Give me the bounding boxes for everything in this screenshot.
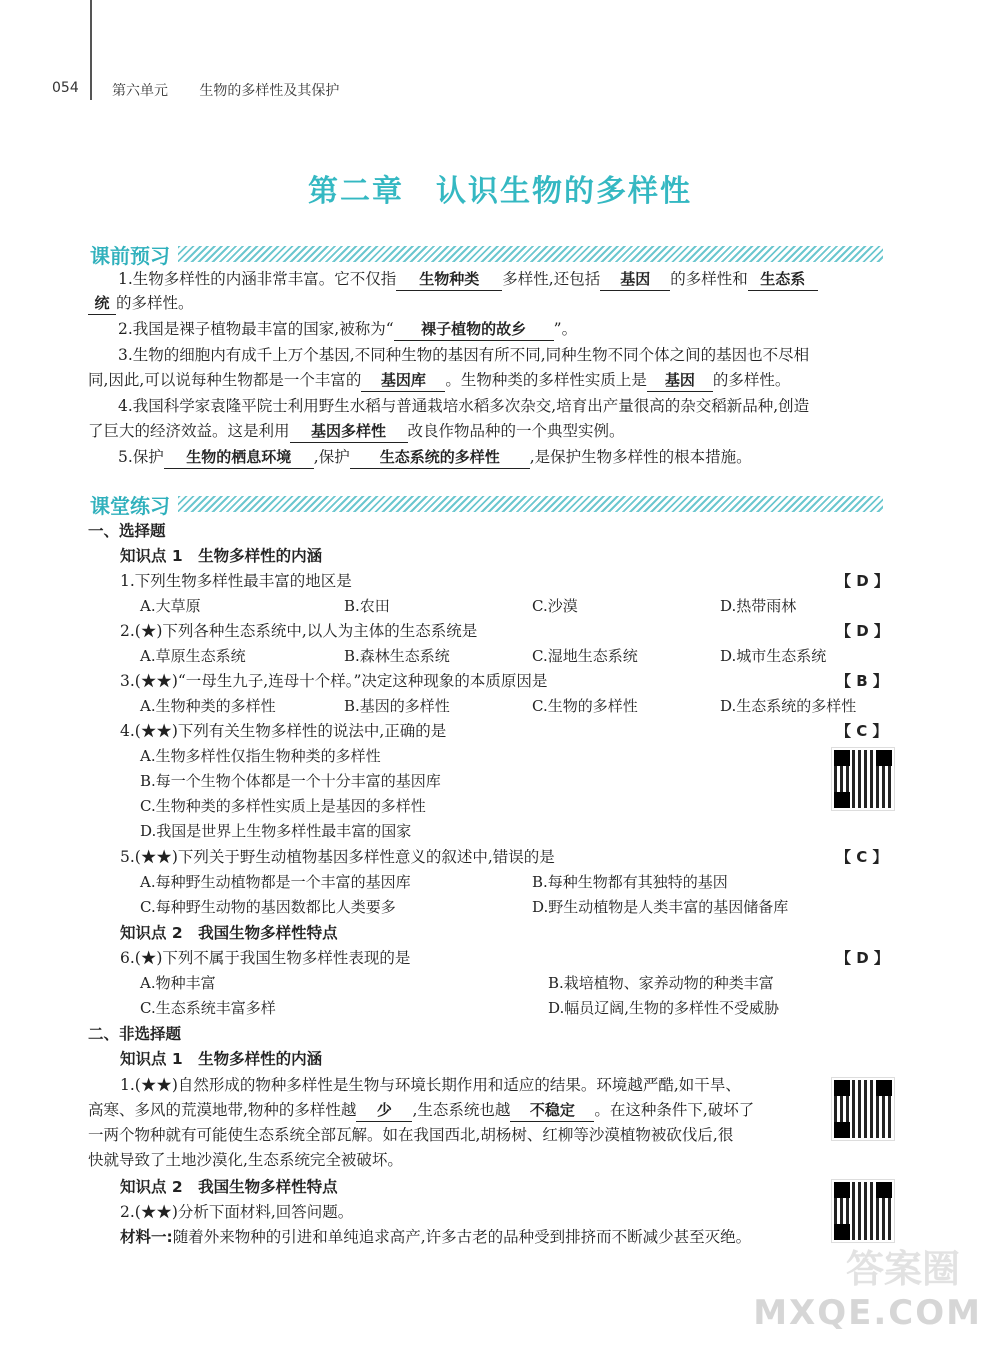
- preview-q5: 5.保护 生物的栖息环境 ,保护 生态系统的多样性 ,是保护生物多样性的根本措施。: [118, 446, 752, 469]
- header-rule: [90, 0, 92, 100]
- preview-q4-line1: 4.我国科学家袁隆平院士利用野生水稻与普通栽培水稻多次杂交,培育出产量很高的杂交稻新品种,创造: [118, 397, 810, 415]
- mc-q3-option-c: C.生物的多样性: [532, 697, 638, 715]
- page-number: 054: [52, 80, 79, 96]
- knowledge-point-4: 知识点 2 我国生物多样性特点: [120, 1178, 338, 1196]
- mc-q1-answer: 【 D 】: [836, 572, 889, 590]
- answer-blank: 基因: [600, 268, 670, 291]
- mc-q4-stem: 4.(★★)下列有关生物多样性的说法中,正确的是: [120, 722, 447, 740]
- open-q1-line4: 快就导致了土地沙漠化,生态系统完全被破坏。: [88, 1151, 403, 1169]
- practice-section-header: [90, 492, 883, 516]
- mc-q4-option-d: D.我国是世界上生物多样性最丰富的国家: [140, 822, 412, 840]
- knowledge-point-3: 知识点 1 生物多样性的内涵: [120, 1050, 323, 1068]
- answer-blank: 裸子植物的故乡: [394, 318, 554, 341]
- mc-q3-stem: 3.(★★)“一母生九子,连母十个样。”决定这种现象的本质原因是: [120, 672, 548, 690]
- mc-q5-option-a: A.每种野生动植物都是一个丰富的基因库: [140, 873, 411, 891]
- answer-blank: 统: [88, 292, 116, 315]
- section-stripe: [178, 496, 883, 512]
- mc-q5-option-c: C.每种野生动物的基因数都比人类要多: [140, 898, 396, 916]
- preview-q1-line2: 统 的多样性。: [88, 292, 194, 315]
- mc-q1-stem: 1.下列生物多样性最丰富的地区是: [120, 572, 352, 590]
- mc-q4-option-b: B.每一个生物个体都是一个十分丰富的基因库: [140, 772, 441, 790]
- open-q1-line1: 1.(★★)自然形成的物种多样性是生物与环境长期作用和适应的结果。环境越严酷,如干旱、: [120, 1076, 741, 1094]
- mc-q2-answer: 【 D 】: [836, 622, 889, 640]
- mc-q5-option-d: D.野生动植物是人类丰富的基因储备库: [532, 898, 789, 916]
- answer-blank: 基因多样性: [290, 420, 408, 443]
- mc-q6-option-a: A.物种丰富: [140, 974, 216, 992]
- material-one-text: 随着外来物种的引进和单纯追求高产,许多古老的品种受到排挤而不断减少甚至灭绝。: [172, 1228, 752, 1246]
- mc-q6-option-b: B.栽培植物、家养动物的种类丰富: [548, 974, 774, 992]
- watermark-logo: 答案圈: [845, 1247, 960, 1291]
- preview-title: 课前预习: [90, 243, 170, 268]
- answer-blank: 生态系统的多样性: [350, 446, 530, 469]
- breadcrumb: [112, 80, 339, 100]
- mc-q4-option-a: A.生物多样性仅指生物种类的多样性: [140, 747, 381, 765]
- qr-code-icon[interactable]: [832, 1078, 894, 1140]
- mc-q4-option-c: C.生物种类的多样性实质上是基因的多样性: [140, 797, 426, 815]
- knowledge-point-1: 知识点 1 生物多样性的内涵: [120, 547, 323, 565]
- mc-q3-option-d: D.生态系统的多样性: [720, 697, 857, 715]
- mc-q4-answer: 【 C 】: [836, 722, 888, 740]
- part2-heading: 二、非选择题: [88, 1025, 182, 1043]
- mc-q1-option-d: D.热带雨林: [720, 597, 797, 615]
- open-q2-stem: 2.(★★)分析下面材料,回答问题。: [120, 1203, 354, 1221]
- practice-title: 课堂练习: [90, 493, 170, 518]
- preview-q3-line2: 同,因此,可以说每种生物都是一个丰富的 基因库 。生物种类的多样性实质上是 基因 的多样性。: [88, 369, 790, 392]
- mc-q6-option-d: D.幅员辽阔,生物的多样性不受威胁: [548, 999, 780, 1017]
- qr-code-icon[interactable]: [832, 748, 894, 810]
- mc-q1-option-c: C.沙漠: [532, 597, 578, 615]
- mc-q2-option-a: A.草原生态系统: [140, 647, 246, 665]
- mc-q2-option-b: B.森林生态系统: [344, 647, 450, 665]
- mc-q2-option-d: D.城市生态系统: [720, 647, 827, 665]
- open-q1-line2: 高寒、多风的荒漠地带,物种的多样性越 少 ,生态系统也越 不稳定 。在这种条件下,破坏了: [88, 1099, 754, 1122]
- preview-q1-line1: 1.生物多样性的内涵非常丰富。它不仅指 生物种类 多样性,还包括 基因 的多样性和 生态系: [118, 268, 818, 291]
- mc-q1-option-a: A.大草原: [140, 597, 201, 615]
- knowledge-point-2: 知识点 2 我国生物多样性特点: [120, 924, 338, 942]
- qr-code-icon[interactable]: [832, 1180, 894, 1242]
- preview-q2: 2.我国是裸子植物最丰富的国家,被称为“ 裸子植物的故乡 ”。: [118, 318, 577, 341]
- preview-section-header: [90, 242, 883, 266]
- unit-title: 生物的多样性及其保护: [199, 83, 340, 99]
- section-stripe: [178, 246, 883, 262]
- mc-q6-option-c: C.生态系统丰富多样: [140, 999, 276, 1017]
- mc-q3-option-b: B.基因的多样性: [344, 697, 450, 715]
- answer-blank: 不稳定: [510, 1099, 594, 1122]
- answer-blank: 少: [356, 1099, 412, 1122]
- watermark-text: MXQE.COM: [753, 1293, 982, 1333]
- unit-label: 第六单元: [112, 83, 168, 99]
- answer-blank: 基因库: [361, 369, 445, 392]
- answer-blank: 生物的栖息环境: [164, 446, 314, 469]
- mc-q5-answer: 【 C 】: [836, 848, 888, 866]
- answer-blank: 基因: [647, 369, 713, 392]
- open-q1-line3: 一两个物种就有可能使生态系统全部瓦解。如在我国西北,胡杨树、红柳等沙漠植物被砍伐后,很: [88, 1126, 734, 1144]
- material-one: [120, 1226, 751, 1248]
- material-one-label: 材料一:: [120, 1228, 173, 1246]
- answer-blank: 生物种类: [396, 268, 502, 291]
- mc-q6-stem: 6.(★)下列不属于我国生物多样性表现的是: [120, 949, 411, 967]
- mc-q5-option-b: B.每种生物都有其独特的基因: [532, 873, 728, 891]
- preview-q4-line2: 了巨大的经济效益。这是利用 基因多样性 改良作物品种的一个典型实例。: [88, 420, 625, 443]
- chapter-title: 第二章 认识生物的多样性: [308, 174, 692, 209]
- mc-q6-answer: 【 D 】: [836, 949, 889, 967]
- mc-q3-answer: 【 B 】: [836, 672, 888, 690]
- answer-blank: 生态系: [748, 268, 818, 291]
- preview-q3-line1: 3.生物的细胞内有成千上万个基因,不同种生物的基因有所不同,同种生物不同个体之间的基因也不尽相: [118, 346, 810, 364]
- mc-q3-option-a: A.生物种类的多样性: [140, 697, 276, 715]
- mc-q5-stem: 5.(★★)下列关于野生动植物基因多样性意义的叙述中,错误的是: [120, 848, 555, 866]
- part1-heading: 一、选择题: [88, 522, 166, 540]
- mc-q2-stem: 2.(★)下列各种生态系统中,以人为主体的生态系统是: [120, 622, 478, 640]
- mc-q1-option-b: B.农田: [344, 597, 390, 615]
- mc-q2-option-c: C.湿地生态系统: [532, 647, 638, 665]
